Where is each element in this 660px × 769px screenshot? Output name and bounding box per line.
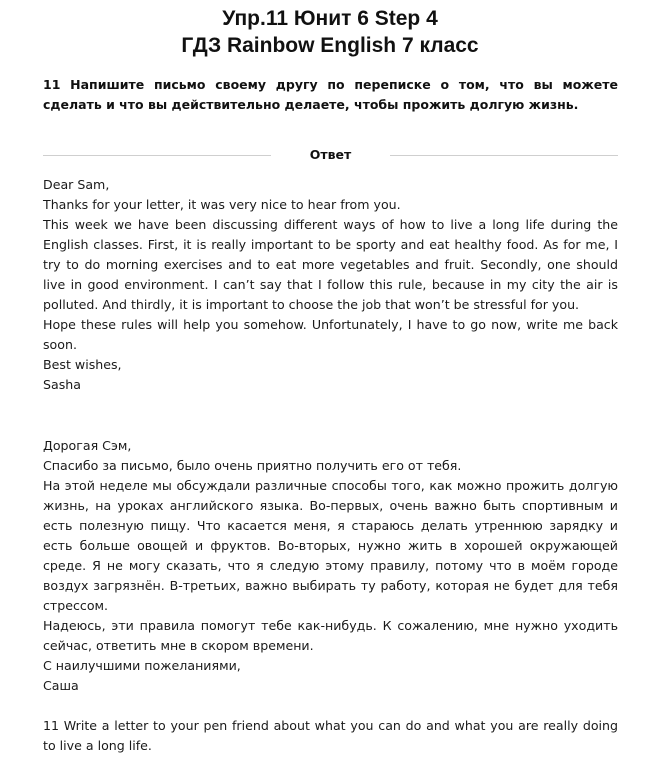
task-ru: 11 Напишите письмо своему другу по переписке о том, что вы можете сделать и что вы действительно делаете, чтобы прожить долгую жизнь.	[43, 77, 618, 112]
letter-en-closing: Best wishes,	[43, 357, 122, 372]
letter-en-paragraph-3: Hope these rules will help you somehow. Unfortunately, I have to go now, write me back soon.	[43, 317, 618, 352]
divider-line-right	[390, 155, 618, 156]
answer-divider	[43, 145, 618, 165]
letter-en-greeting: Dear Sam,	[43, 177, 110, 192]
task-en: 11 Write a letter to your pen friend about what you can do and what you are really doing to live a long life.	[43, 718, 618, 753]
letter-english	[43, 175, 618, 395]
letter-ru-paragraph-2: На этой неделе мы обсуждали различные способы того, как можно прожить долгую жизнь, на уроках английского языка. Во-первых, очень важно быть спортивным и есть полезную пищу. Что касается меня, я стараюсь делать утреннюю зарядку и есть больше овощей и фруктов. Во-вторых, нужно жить в хорошей окружающей среде. Я не могу сказать, что я следую этому правилу, потому что в моём городе воздух загрязнён. В-третьих, важно выбирать ту работу, которая не будет для тебя стрессом.	[43, 478, 618, 613]
page-title-line1: Упр.11 Юнит 6 Step 4	[222, 7, 438, 30]
letter-en-paragraph-1: Thanks for your letter, it was very nice to hear from you.	[43, 197, 401, 212]
letter-ru-closing: С наилучшими пожеланиями,	[43, 658, 241, 673]
letter-en-paragraph-2: This week we have been discussing different ways of how to live a long life during the English classes. First, it is really important to be sporty and eat healthy food. As for me, I try to do morning exercises and to eat more vegetables and fruit. Secondly, one should live in good environment. I can’t say that I follow this rule, because in my city the air is polluted. And thirdly, it is important to choose the job that won’t be stressful for you.	[43, 217, 618, 312]
letter-ru-paragraph-3: Надеюсь, эти правила помогут тебе как-нибудь. К сожалению, мне нужно уходить сейчас, ответить мне в скором времени.	[43, 618, 618, 653]
letter-ru-greeting: Дорогая Сэм,	[43, 438, 132, 453]
letter-russian	[43, 436, 618, 696]
letter-ru-signature: Саша	[43, 678, 79, 693]
letter-ru-paragraph-1: Спасибо за письмо, было очень приятно получить его от тебя.	[43, 458, 462, 473]
letter-en-signature: Sasha	[43, 377, 81, 392]
page-title-line2: ГДЗ Rainbow English 7 класс	[181, 34, 479, 57]
answer-label: Ответ	[309, 147, 352, 162]
